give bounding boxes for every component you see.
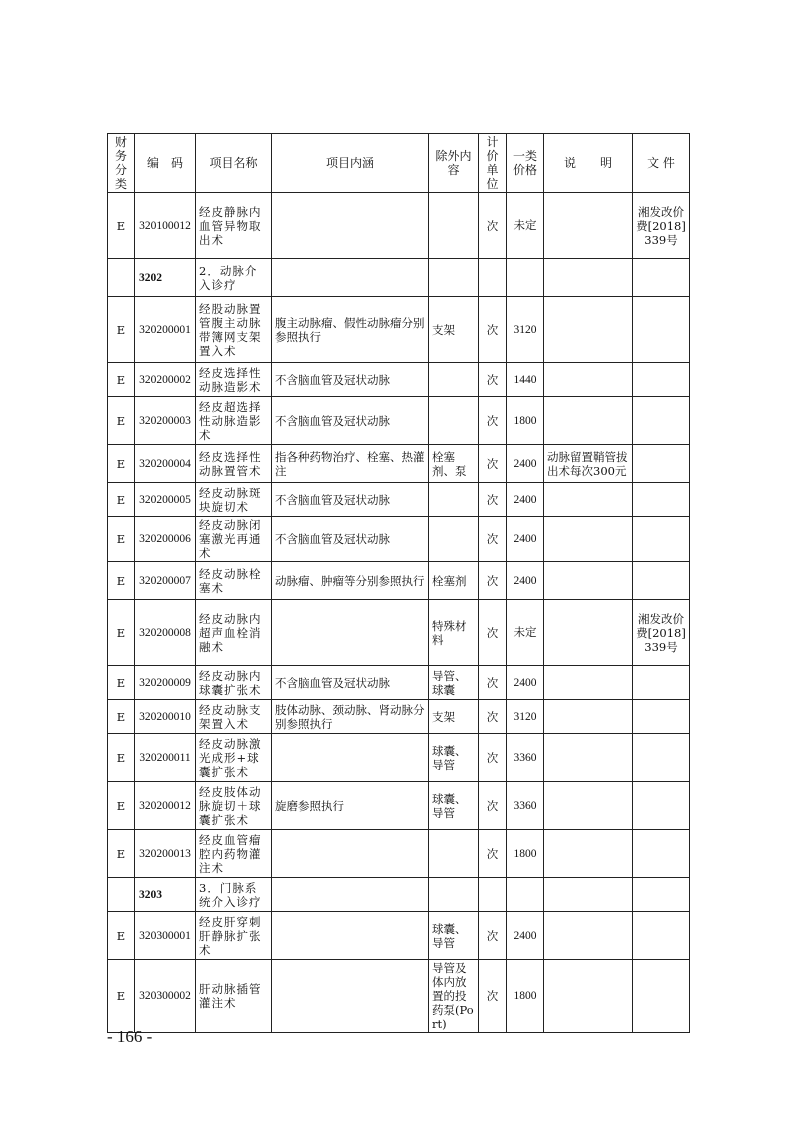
cell-doc xyxy=(633,562,690,600)
cell-excluded: 特殊材料 xyxy=(429,600,479,666)
cell-note xyxy=(544,666,633,700)
cell-unit: 次 xyxy=(479,363,507,397)
page-number: - 166 - xyxy=(107,1027,153,1046)
cell-code: 320200009 xyxy=(135,666,196,700)
cell-unit: 次 xyxy=(479,782,507,830)
cell-code: 320200011 xyxy=(135,734,196,782)
cell-doc xyxy=(633,666,690,700)
cell-price xyxy=(507,259,544,297)
cell-unit: 次 xyxy=(479,297,507,363)
table-row xyxy=(108,734,690,782)
cell-name: 经股动脉置管腹主动脉带簿网支架置入术 xyxy=(196,297,272,363)
cell-code: 320200013 xyxy=(135,830,196,878)
cell-doc xyxy=(633,259,690,297)
cell-excluded xyxy=(429,483,479,517)
cell-doc xyxy=(633,782,690,830)
cell-doc xyxy=(633,363,690,397)
cell-excluded xyxy=(429,259,479,297)
cell-doc xyxy=(633,297,690,363)
cell-unit: 次 xyxy=(479,700,507,734)
cell-doc xyxy=(633,830,690,878)
header-content: 项目内涵 xyxy=(272,134,429,193)
cell-name: 经皮超选择性动脉造影术 xyxy=(196,397,272,445)
cell-price: 未定 xyxy=(507,193,544,259)
cell-content: 不含脑血管及冠状动脉 xyxy=(272,397,429,445)
cell-note: 动脉留置鞘管拔出术每次300元 xyxy=(544,445,633,483)
cell-code: 320200002 xyxy=(135,363,196,397)
cell-doc xyxy=(633,483,690,517)
cell-category: E xyxy=(108,600,135,666)
table-row xyxy=(108,912,690,960)
cell-category: E xyxy=(108,782,135,830)
cell-price: 2400 xyxy=(507,912,544,960)
cell-category: E xyxy=(108,734,135,782)
fee-table xyxy=(107,133,690,1033)
cell-unit: 次 xyxy=(479,562,507,600)
cell-excluded xyxy=(429,193,479,259)
cell-name: 经皮动脉斑块旋切术 xyxy=(196,483,272,517)
cell-code: 320200005 xyxy=(135,483,196,517)
cell-category: E xyxy=(108,830,135,878)
table-row xyxy=(108,782,690,830)
cell-excluded: 球囊、导管 xyxy=(429,912,479,960)
table-row xyxy=(108,666,690,700)
table-row xyxy=(108,397,690,445)
cell-code: 3203 xyxy=(135,878,196,912)
cell-price: 3360 xyxy=(507,782,544,830)
cell-doc xyxy=(633,734,690,782)
cell-note xyxy=(544,397,633,445)
cell-price: 2400 xyxy=(507,445,544,483)
cell-category xyxy=(108,259,135,297)
cell-note xyxy=(544,600,633,666)
cell-code: 320300001 xyxy=(135,912,196,960)
cell-code: 320200001 xyxy=(135,297,196,363)
cell-note xyxy=(544,562,633,600)
cell-price: 1800 xyxy=(507,960,544,1033)
cell-price: 3120 xyxy=(507,297,544,363)
cell-code: 320200012 xyxy=(135,782,196,830)
cell-doc: 湘发改价费[2018]339号 xyxy=(633,600,690,666)
cell-price: 1440 xyxy=(507,363,544,397)
cell-content: 动脉瘤、肿瘤等分别参照执行 xyxy=(272,562,429,600)
cell-category: E xyxy=(108,666,135,700)
header-excluded: 除外内容 xyxy=(429,134,479,193)
cell-doc xyxy=(633,912,690,960)
cell-note xyxy=(544,912,633,960)
cell-name: 经皮血管瘤腔内药物灌注术 xyxy=(196,830,272,878)
table-row xyxy=(108,700,690,734)
cell-content xyxy=(272,600,429,666)
cell-name: 2．动脉介入诊疗 xyxy=(196,259,272,297)
header-note: 说 明 xyxy=(544,134,633,193)
cell-excluded: 支架 xyxy=(429,297,479,363)
cell-content xyxy=(272,830,429,878)
cell-category: E xyxy=(108,960,135,1033)
cell-category xyxy=(108,878,135,912)
cell-excluded xyxy=(429,878,479,912)
cell-price: 未定 xyxy=(507,600,544,666)
cell-note xyxy=(544,483,633,517)
cell-category: E xyxy=(108,483,135,517)
cell-name: 经皮动脉闭塞激光再通术 xyxy=(196,517,272,562)
table-row xyxy=(108,259,690,297)
cell-name: 经皮动脉激光成形+球囊扩张术 xyxy=(196,734,272,782)
cell-doc xyxy=(633,397,690,445)
cell-price: 3360 xyxy=(507,734,544,782)
cell-name: 经皮肢体动脉旋切＋球囊扩张术 xyxy=(196,782,272,830)
cell-unit: 次 xyxy=(479,600,507,666)
cell-content xyxy=(272,193,429,259)
cell-content: 不含脑血管及冠状动脉 xyxy=(272,666,429,700)
cell-category: E xyxy=(108,517,135,562)
cell-content: 不含脑血管及冠状动脉 xyxy=(272,363,429,397)
table-row xyxy=(108,878,690,912)
cell-doc xyxy=(633,700,690,734)
cell-excluded: 球囊、导管 xyxy=(429,734,479,782)
cell-note xyxy=(544,363,633,397)
cell-name: 3．门脉系统介入诊疗 xyxy=(196,878,272,912)
cell-content xyxy=(272,734,429,782)
cell-name: 经皮选择性动脉造影术 xyxy=(196,363,272,397)
cell-unit: 次 xyxy=(479,912,507,960)
header-code: 编 码 xyxy=(135,134,196,193)
cell-doc xyxy=(633,960,690,1033)
table-row xyxy=(108,297,690,363)
cell-excluded: 栓塞剂 xyxy=(429,562,479,600)
table-row xyxy=(108,517,690,562)
header-unit: 计价单位 xyxy=(479,134,507,193)
cell-excluded: 导管及体内放置的投药泵(Port) xyxy=(429,960,479,1033)
table-row xyxy=(108,363,690,397)
cell-excluded: 栓塞剂、泵 xyxy=(429,445,479,483)
cell-code: 320200010 xyxy=(135,700,196,734)
cell-note xyxy=(544,259,633,297)
cell-content xyxy=(272,960,429,1033)
cell-content xyxy=(272,912,429,960)
cell-category: E xyxy=(108,700,135,734)
cell-doc xyxy=(633,517,690,562)
cell-excluded xyxy=(429,363,479,397)
cell-code: 320200007 xyxy=(135,562,196,600)
cell-content: 不含脑血管及冠状动脉 xyxy=(272,483,429,517)
cell-note xyxy=(544,734,633,782)
cell-unit xyxy=(479,259,507,297)
table-row xyxy=(108,562,690,600)
cell-doc: 湘发改价费[2018]339号 xyxy=(633,193,690,259)
cell-unit: 次 xyxy=(479,445,507,483)
cell-category: E xyxy=(108,912,135,960)
cell-code: 320200003 xyxy=(135,397,196,445)
cell-unit: 次 xyxy=(479,734,507,782)
header-name: 项目名称 xyxy=(196,134,272,193)
cell-unit: 次 xyxy=(479,397,507,445)
cell-code: 320200008 xyxy=(135,600,196,666)
cell-price: 1800 xyxy=(507,830,544,878)
cell-content xyxy=(272,259,429,297)
cell-category: E xyxy=(108,363,135,397)
cell-code: 320200004 xyxy=(135,445,196,483)
cell-unit xyxy=(479,878,507,912)
table-row xyxy=(108,600,690,666)
cell-note xyxy=(544,830,633,878)
cell-excluded: 导管、球囊 xyxy=(429,666,479,700)
cell-price: 2400 xyxy=(507,562,544,600)
cell-name: 经皮肝穿刺肝静脉扩张术 xyxy=(196,912,272,960)
cell-content: 旋磨参照执行 xyxy=(272,782,429,830)
cell-name: 经皮动脉栓塞术 xyxy=(196,562,272,600)
cell-doc xyxy=(633,878,690,912)
cell-excluded xyxy=(429,517,479,562)
cell-note xyxy=(544,297,633,363)
cell-name: 经皮动脉内超声血栓消融术 xyxy=(196,600,272,666)
cell-category: E xyxy=(108,562,135,600)
cell-unit: 次 xyxy=(479,830,507,878)
cell-code: 320300002 xyxy=(135,960,196,1033)
cell-note xyxy=(544,193,633,259)
cell-name: 经皮动脉内球囊扩张术 xyxy=(196,666,272,700)
cell-category: E xyxy=(108,193,135,259)
cell-excluded: 球囊、导管 xyxy=(429,782,479,830)
cell-unit: 次 xyxy=(479,517,507,562)
cell-note xyxy=(544,878,633,912)
cell-unit: 次 xyxy=(479,666,507,700)
cell-content xyxy=(272,878,429,912)
cell-content: 指各种药物治疗、栓塞、热灌注 xyxy=(272,445,429,483)
header-category: 财务分类 xyxy=(108,134,135,193)
cell-code: 320200006 xyxy=(135,517,196,562)
cell-name: 经皮选择性动脉置管术 xyxy=(196,445,272,483)
cell-note xyxy=(544,700,633,734)
cell-unit: 次 xyxy=(479,960,507,1033)
cell-excluded: 支架 xyxy=(429,700,479,734)
cell-note xyxy=(544,960,633,1033)
cell-excluded xyxy=(429,830,479,878)
table-body xyxy=(108,193,690,1033)
table-header-row xyxy=(108,134,690,193)
cell-doc xyxy=(633,445,690,483)
cell-price xyxy=(507,878,544,912)
cell-code: 3202 xyxy=(135,259,196,297)
cell-price: 2400 xyxy=(507,483,544,517)
header-doc: 文 件 xyxy=(633,134,690,193)
cell-content: 腹主动脉瘤、假性动脉瘤分别参照执行 xyxy=(272,297,429,363)
table-row xyxy=(108,830,690,878)
table-row xyxy=(108,193,690,259)
cell-unit: 次 xyxy=(479,193,507,259)
cell-price: 3120 xyxy=(507,700,544,734)
table-row xyxy=(108,445,690,483)
header-price: 一类价格 xyxy=(507,134,544,193)
cell-price: 2400 xyxy=(507,666,544,700)
cell-name: 经皮动脉支架置入术 xyxy=(196,700,272,734)
cell-name: 肝动脉插管灌注术 xyxy=(196,960,272,1033)
cell-category: E xyxy=(108,297,135,363)
cell-category: E xyxy=(108,445,135,483)
cell-price: 2400 xyxy=(507,517,544,562)
table-row xyxy=(108,960,690,1033)
cell-content: 不含脑血管及冠状动脉 xyxy=(272,517,429,562)
cell-content: 肢体动脉、颈动脉、肾动脉分别参照执行 xyxy=(272,700,429,734)
cell-note xyxy=(544,782,633,830)
cell-price: 1800 xyxy=(507,397,544,445)
cell-category: E xyxy=(108,397,135,445)
cell-unit: 次 xyxy=(479,483,507,517)
cell-excluded xyxy=(429,397,479,445)
table-row xyxy=(108,483,690,517)
cell-code: 320100012 xyxy=(135,193,196,259)
cell-name: 经皮静脉内血管异物取出术 xyxy=(196,193,272,259)
cell-note xyxy=(544,517,633,562)
